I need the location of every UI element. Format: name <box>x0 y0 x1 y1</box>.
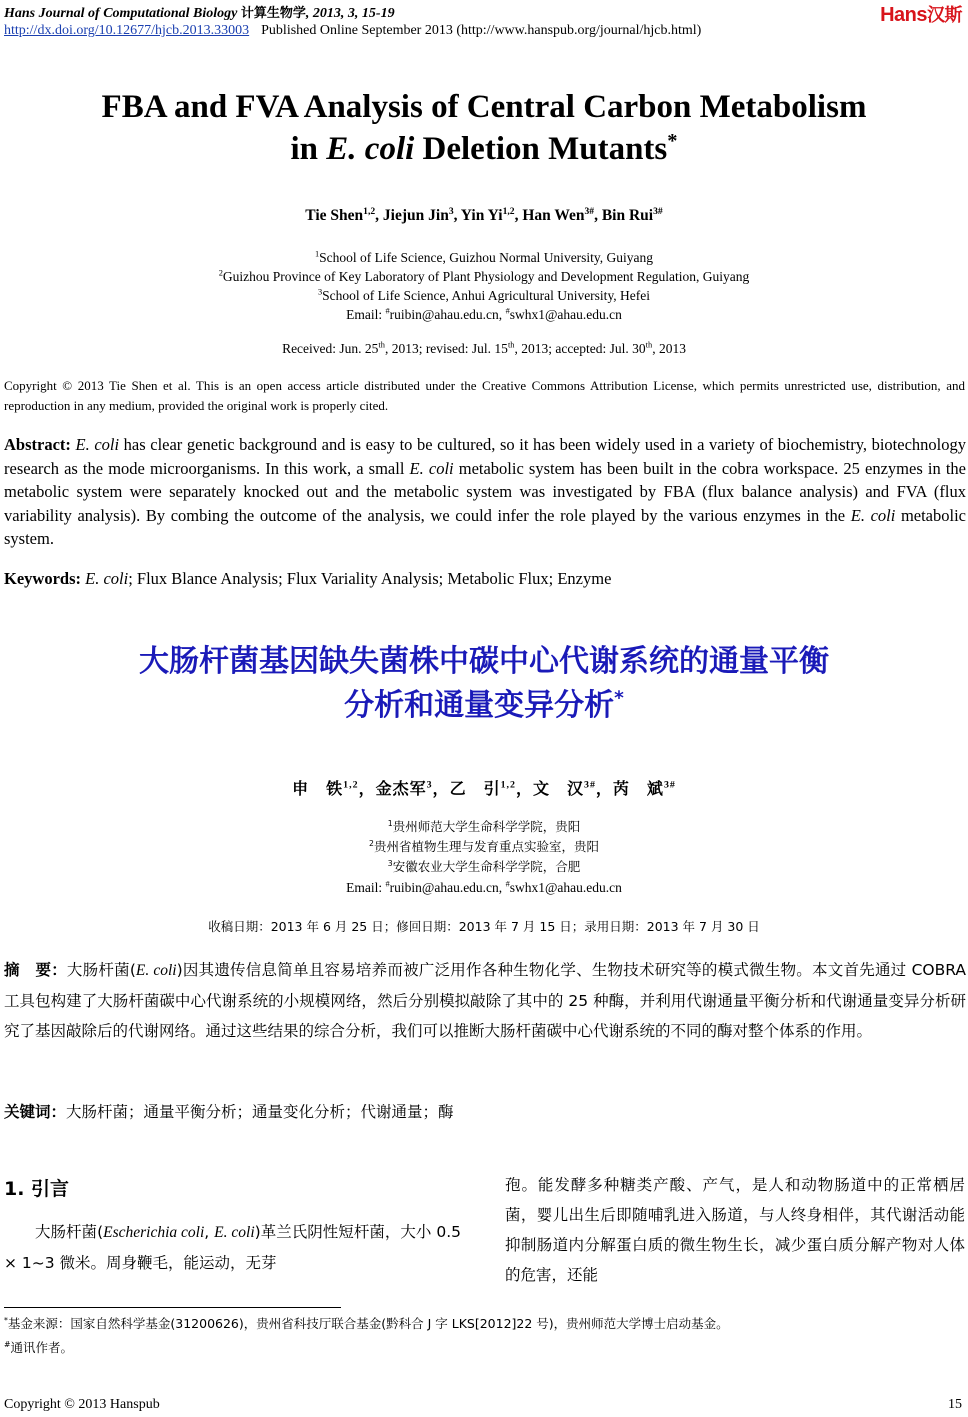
author-affiliation-mark: 1,2 <box>363 205 376 217</box>
doi-link[interactable]: http://dx.doi.org/10.12677/hjcb.2013.33003 <box>4 23 250 38</box>
author-affiliation-mark: 3# <box>663 779 676 791</box>
paper-title: FBA and FVA Analysis of Central Carbon Metabolism in E. coli Deletion Mutants* <box>101 89 867 167</box>
author-name: Jiejun Jin <box>382 207 449 224</box>
abstract: Abstract: E. coli has clear genetic background and is easy to be cultured, so it has been widely used in a variety of biochemistry, biotechnology research as the mode microorganisms. In this work, a small E. coli metabolic system has been built in the cobra workspace. 25 enzymes in the metabolic system were separately knocked out and the metabolic system was investigated by FBA (flux balance analysis) and FVA (flux variability analysis). By combing the outcome of the analysis, we could infer the role played by the various enzymes in the E. coli metabolic system. <box>4 435 967 548</box>
affiliation-line-cn: $^3$安徽农业大学生命科学学院，合肥 <box>387 858 581 874</box>
section-heading-introduction: 1. 引言 <box>4 1178 70 1200</box>
keywords-cn: 关键词：大肠杆菌；通量平衡分析；通量变化分析；代谢通量；酶 <box>4 1103 454 1121</box>
intro-column-right: 孢。能发酵多种糖类产酸、产气，是人和动物肠道中的正常栖居菌，婴儿出生后即随哺乳进入肠道，与人终身相伴，其代谢活动能抑制肠道内分解蛋白质的微生物生长，减少蛋白质分解产物对人体的危害，还能 <box>505 1176 965 1284</box>
journal-name: Hans Journal of Computational Biology <box>4 6 238 21</box>
hans-logo: Hans汉斯 <box>880 4 962 26</box>
keywords-label-cn: 关键词： <box>4 1103 67 1121</box>
email-line: Email: #ruibin@ahau.edu.cn, #swhx1@ahau.edu.cn <box>346 306 622 322</box>
email-line-cn: Email: #ruibin@ahau.edu.cn, #swhx1@ahau.edu.cn <box>346 879 622 895</box>
affiliations <box>0 248 968 305</box>
affiliation-line: $^1$School of Life Science, Guizhou Normal University, Guiyang <box>314 249 654 265</box>
footer-copyright: Copyright © 2013 Hanspub <box>4 1397 160 1412</box>
journal-header <box>4 2 395 22</box>
footnote-funding: *基金来源：国家自然科学基金(31200626)，贵州省科技厅联合基金(黔科合 J 字 LKS[2012]22 号)，贵州师范大学博士启动基金。 <box>4 1315 729 1331</box>
intro-column-left: 大肠杆菌(Escherichia coli, E. coli)革兰氏阴性短杆菌，大小 0.5 × 1~3 微米。周身鞭毛，能运动，无芽 <box>4 1223 461 1272</box>
author-name-cn: 乙 引 <box>449 779 501 798</box>
affiliation-line-cn: $^2$贵州省植物生理与发育重点实验室，贵阳 <box>369 838 599 854</box>
received-dates-cn: 收稿日期：2013 年 6 月 25 日；修回日期：2013 年 7 月 15 日；录用日期：2013 年 7 月 30 日 <box>208 919 760 934</box>
footnote-corresponding: #通讯作者。 <box>4 1339 74 1355</box>
author-name-cn: 申 铁 <box>292 779 344 798</box>
affiliations-cn <box>0 817 968 877</box>
copyright-notice: Copyright © 2013 Tie Shen et al. This is an open access article distributed under the Creative Commons Attribution License, which permits unrestricted use, distribution, and reproduction in any medium, provided the original work is properly cited. <box>4 378 965 413</box>
abstract-cn: 摘 要：大肠杆菌(E. coli)因其遗传信息简单且容易培养而被广泛用作各种生物化学、生物技术研究等的模式微生物。本文首先通过 COBRA 工具包构建了大肠杆菌碳中心代谢系统的小规模网络，然后分别模拟敲除了其中的 25 种酶，并利用代谢通量平衡分析和代谢通量变异分析研究了基因敲除后的代谢网络。通过这些结果的综合分析，我们可以推断大肠杆菌碳中心代谢系统的不同的酶对整个体系的作用。 <box>4 961 966 1040</box>
author-affiliation-mark: 3# <box>653 205 663 217</box>
affiliation-line: $^2$Guizhou Province of Key Laboratory of Plant Physiology and Development Regulation, Guiyang <box>218 268 750 284</box>
footnote-divider <box>4 1307 341 1308</box>
affiliation-line: $^3$School of Life Science, Anhui Agricultural University, Hefei <box>317 287 651 303</box>
keywords: Keywords: E. coli; Flux Blance Analysis; Flux Variality Analysis; Metabolic Flux; Enzyme <box>4 569 612 588</box>
page-number: 15 <box>948 1397 962 1412</box>
author-affiliation-mark: 3 <box>426 779 433 791</box>
author-name-cn: 文 汉 <box>532 779 584 798</box>
abstract-label-cn: 摘 要： <box>4 961 67 979</box>
author-list: Tie Shen$^{1,2}$, Jiejun Jin$^3$, Yin Yi$^{1,2}$, Han Wen$^{3\#}$, Bin Rui$^{3\#}$ <box>305 205 663 224</box>
author-affiliation-mark: 3# <box>584 205 595 217</box>
author-affiliation-mark: 1,2 <box>343 779 359 791</box>
author-name-cn: 金杰军 <box>375 779 427 798</box>
author-name: Han Wen <box>522 207 585 224</box>
author-affiliation-mark: 1,2 <box>502 205 515 217</box>
author-list-cn: 申 铁$^{1,2}$，金杰军$^3$，乙 引$^{1,2}$，文 汉$^{3\#}$，芮 斌$^{3\#}$ <box>292 779 676 798</box>
paper-title-cn: 大肠杆菌基因缺失菌株中碳中心代谢系统的通量平衡 分析和通量变异分析* <box>139 644 829 723</box>
author-name: Yin Yi <box>460 207 503 224</box>
author-name-cn: 芮 斌 <box>612 779 664 798</box>
journal-citation: , 2013, 3, 15-19 <box>305 6 395 21</box>
author-affiliation-mark: 1,2 <box>500 779 516 791</box>
author-affiliation-mark: 3 <box>448 205 454 217</box>
published-online: Published Online September 2013 (http://www.hanspub.org/journal/hjcb.html) <box>261 23 702 38</box>
received-dates: Received: Jun. 25th, 2013; revised: Jul. 15th, 2013; accepted: Jul. 30th, 2013 <box>282 340 686 356</box>
affiliation-line-cn: $^1$贵州师范大学生命科学学院，贵阳 <box>387 818 581 834</box>
author-affiliation-mark: 3# <box>584 779 596 791</box>
journal-name-cn: 计算生物学 <box>240 6 306 21</box>
author-name: Bin Rui <box>601 207 654 224</box>
keywords-label: Keywords: <box>4 569 81 588</box>
abstract-label: Abstract: <box>4 435 71 454</box>
doi-line <box>4 23 701 39</box>
author-name: Tie Shen <box>305 207 364 224</box>
